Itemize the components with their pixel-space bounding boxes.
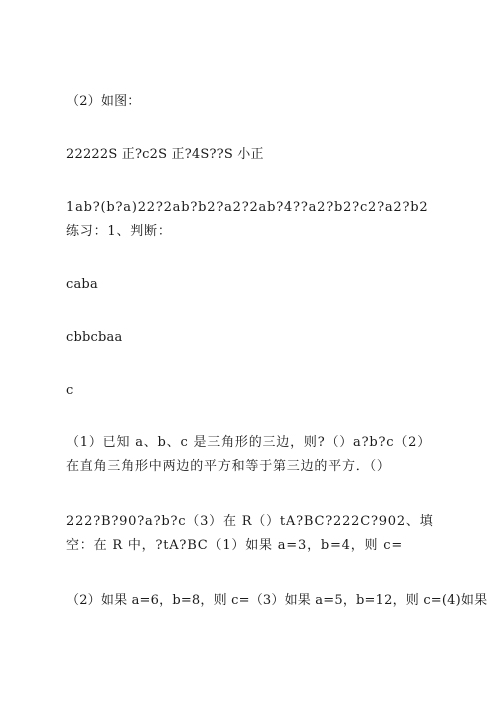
- text-line-area-formula: 22222S 正?c2S 正?4S??S 小正: [66, 147, 264, 162]
- text-paragraph-derivation: 1ab?(b?a)22?2ab?b2?a2?2ab?4??a2?b2?c2?a2?b2 练习：1、判断：: [66, 200, 429, 239]
- text-paragraph-judgment: （1）已知 a、b、c 是三角形的三边，则?（）a?b?c（2）在直角三角形中两边的平方和等于第三边的平方．（）: [66, 435, 432, 474]
- text-line-cbbcbaa: cbbcbaa: [66, 330, 123, 345]
- text-line-fill-blank-cont: （2）如果 a=6，b=8，则 c=（3）如果 a=5，b=12，则 c=(4)如果: [66, 593, 488, 608]
- text-line-caba: caba: [66, 277, 98, 292]
- text-line-figure: （2）如图：: [66, 94, 141, 109]
- text-line-c: c: [66, 383, 74, 398]
- text-paragraph-fill-blank: 222?B?90?a?b?c（3）在 R（）tA?BC?222C?902、填空：在 R 中，?tA?BC（1）如果 a=3，b=4，则 c=: [66, 514, 434, 553]
